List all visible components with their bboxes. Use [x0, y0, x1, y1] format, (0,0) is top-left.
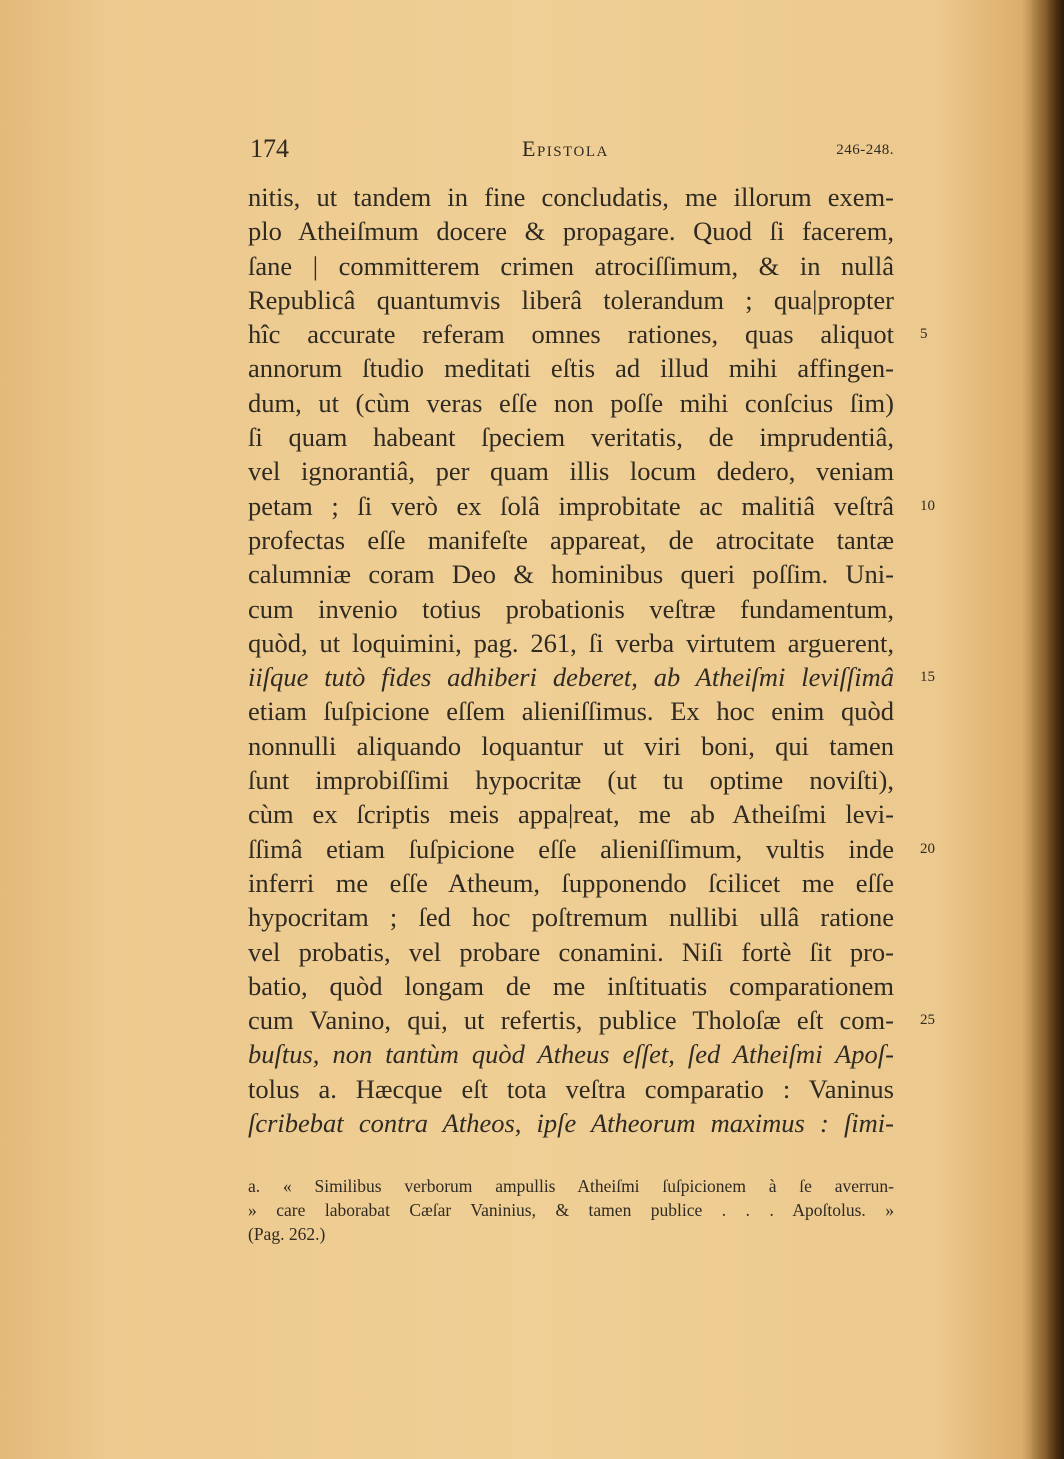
text-line: vel ignorantiâ, per quam illis locum dedero, veniam	[248, 456, 894, 487]
text-line: batio, quòd longam de me inſtituatis comparationem	[248, 970, 894, 1001]
page-number: 174	[250, 134, 289, 163]
paragraph-range: 246-248.	[836, 142, 894, 158]
text-line: vel probatis, vel probare conamini. Niſi fortè ſit pro-	[248, 936, 894, 967]
margin-line-number: 25	[920, 1012, 935, 1029]
text-line: calumniæ coram Deo & hominibus queri poſſim. Uni-	[248, 559, 894, 590]
text-line: ſcribebat contra Atheos, ipſe Atheorum maximus : ſimi-	[248, 1108, 894, 1139]
text-line: Republicâ quantumvis liberâ tolerandum ; qua|propter	[248, 284, 894, 315]
text-line: cum Vanino, qui, ut refertis, publice Tholoſæ eſt com-	[248, 1005, 894, 1036]
text-line: hîc accurate referam omnes rationes, quas aliquot	[248, 319, 894, 350]
text-line: ſane | committerem crimen atrociſſimum, & in nullâ	[248, 250, 894, 281]
margin-line-number: 5	[920, 326, 928, 343]
text-line: profectas eſſe manifeſte appareat, de atrocitate tantæ	[248, 524, 894, 555]
footnote-line: a. « Similibus verborum ampullis Atheiſmi ſuſpicionem à ſe averrun-	[248, 1176, 894, 1196]
text-line: iiſque tutò fides adhiberi deberet, ab Atheiſmi leviſſimâ	[248, 662, 894, 693]
text-line: cùm ex ſcriptis meis appa|reat, me ab Atheiſmi levi-	[248, 799, 894, 830]
text-line: hypocritam ; ſed hoc poſtremum nullibi ullâ ratione	[248, 902, 894, 933]
text-line: ſi quam habeant ſpeciem veritatis, de imprudentiâ,	[248, 422, 894, 453]
text-line: tolus a. Hæcque eſt tota veſtra comparatio : Vaninus	[248, 1073, 894, 1104]
margin-line-number: 20	[920, 840, 935, 857]
text-line: quòd, ut loquimini, pag. 261, ſi verba virtutem arguerent,	[248, 627, 894, 658]
footnote-line: (Pag. 262.)	[248, 1224, 326, 1244]
text-line: annorum ſtudio meditati eſtis ad illud mihi affingen-	[248, 353, 894, 384]
text-line: ſunt improbiſſimi hypocritæ (ut tu optime noviſti),	[248, 765, 894, 796]
text-line: plo Atheiſmum docere & propagare. Quod ſi facerem,	[248, 216, 894, 247]
text-line: ſſimâ etiam ſuſpicione eſſe alieniſſimum, vultis inde	[248, 833, 894, 864]
text-line: petam ; ſi verò ex ſolâ improbitate ac malitiâ veſtrâ	[248, 490, 894, 521]
text-line: nonnulli aliquando loquantur ut viri boni, qui tamen	[248, 730, 894, 761]
section-title: Epistola	[522, 136, 609, 161]
footnote	[248, 1174, 894, 1246]
margin-line-number: 15	[920, 669, 935, 686]
page-edge-shadow	[1030, 0, 1064, 1459]
margin-line-number: 10	[920, 497, 935, 514]
running-head	[250, 134, 894, 170]
footnote-line: » care laborabat Cæſar Vaninius, & tamen publice . . . Apoſtolus. »	[248, 1200, 894, 1220]
body-text	[248, 180, 894, 1140]
text-line: dum, ut (cùm veras eſſe non poſſe mihi conſcius ſim)	[248, 387, 894, 418]
text-line: inferri me eſſe Atheum, ſupponendo ſcilicet me eſſe	[248, 867, 894, 898]
text-line: buſtus, non tantùm quòd Atheus eſſet, ſed Atheiſmi Apoſ-	[248, 1039, 894, 1070]
text-line: etiam ſuſpicione eſſem alieniſſimus. Ex hoc enim quòd	[248, 696, 894, 727]
text-line: nitis, ut tandem in fine concludatis, me illorum exem-	[248, 182, 894, 212]
text-line: cum invenio totius probationis veſtræ fundamentum,	[248, 593, 894, 624]
